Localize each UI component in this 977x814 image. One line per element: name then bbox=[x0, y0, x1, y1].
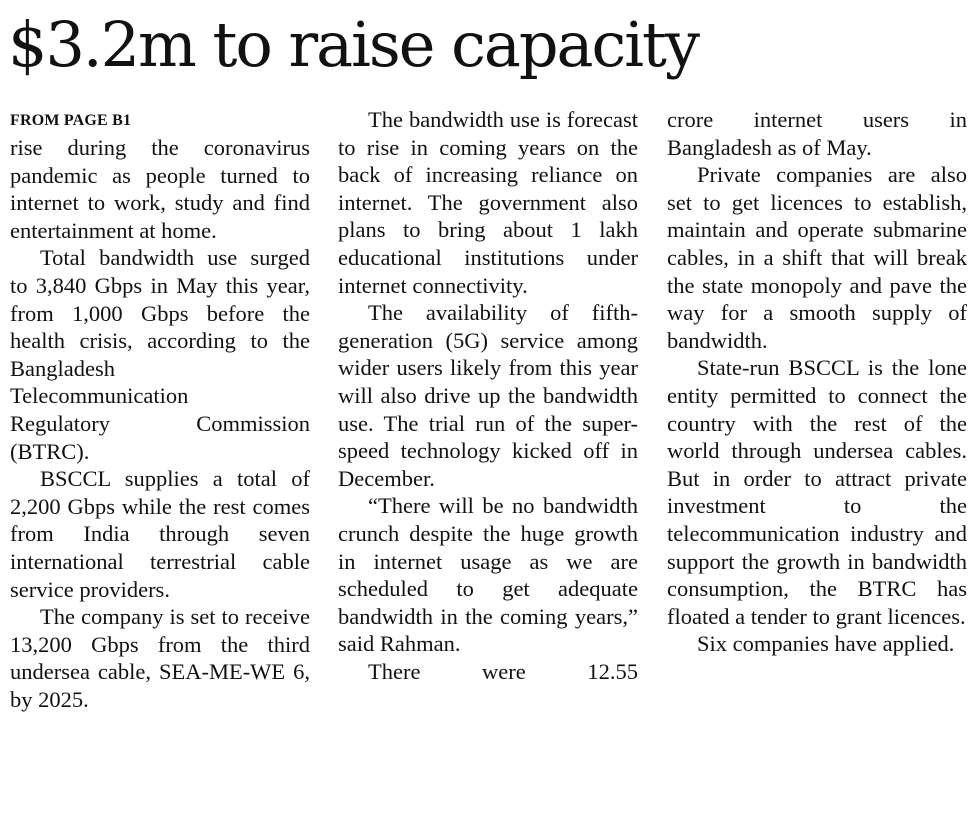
paragraph: BSCCL supplies a total of 2,200 Gbps while the rest comes from India through seven international terrestrial cable service providers. bbox=[10, 466, 310, 602]
article-column-1 bbox=[10, 106, 310, 713]
page-continuation-kicker: FROM PAGE B1 bbox=[10, 112, 132, 129]
article-body bbox=[10, 106, 968, 806]
paragraph: There were 12.55 bbox=[368, 658, 638, 684]
paragraph-line: Telecommunication bbox=[10, 383, 189, 409]
paragraph: The company is set to receive 13,200 Gbps from the third undersea cable, SEA-ME-WE 6, by 2025. bbox=[10, 604, 310, 712]
paragraph: Six companies have applied. bbox=[697, 631, 955, 657]
article-column-2 bbox=[338, 106, 638, 685]
paragraph: Private companies are also set to get licences to establish, maintain and operate submarine cables, in a shift that will break the state monopoly and pave the way for a smooth supply of bandwidth. bbox=[667, 162, 967, 353]
paragraph: crore internet users in Bangladesh as of May. bbox=[667, 107, 967, 160]
paragraph-line: Regulatory Commission (BTRC). bbox=[10, 410, 310, 464]
paragraph: Total bandwidth use surged to 3,840 Gbps in May this year, from 1,000 Gbps before the health crisis, according to the Bangladesh bbox=[10, 245, 310, 381]
article-column-3 bbox=[667, 106, 967, 658]
headline: $3.2m to raise capacity bbox=[8, 8, 698, 81]
paragraph: State-run BSCCL is the lone entity permitted to connect the country with the rest of the world through undersea cables. But in order to attract private investment to the telecommunication industry and support the growth in bandwidth consumption, the BTRC has floated a tender to grant licences. bbox=[667, 355, 967, 629]
paragraph: The bandwidth use is forecast to rise in coming years on the back of increasing reliance on internet. The government also plans to bring about 1 lakh educational institutions under internet connectivity. bbox=[338, 107, 638, 298]
paragraph: “There will be no bandwidth crunch despite the huge growth in internet usage as we are scheduled to get adequate bandwidth in the coming years,” said Rahman. bbox=[338, 493, 638, 657]
paragraph: rise during the coronavirus pandemic as people turned to internet to work, study and find entertainment at home. bbox=[10, 135, 310, 243]
paragraph: The availability of fifth-generation (5G) service among wider users likely from this year will also drive up the bandwidth use. The trial run of the super-speed technology kicked off in December. bbox=[338, 300, 638, 491]
